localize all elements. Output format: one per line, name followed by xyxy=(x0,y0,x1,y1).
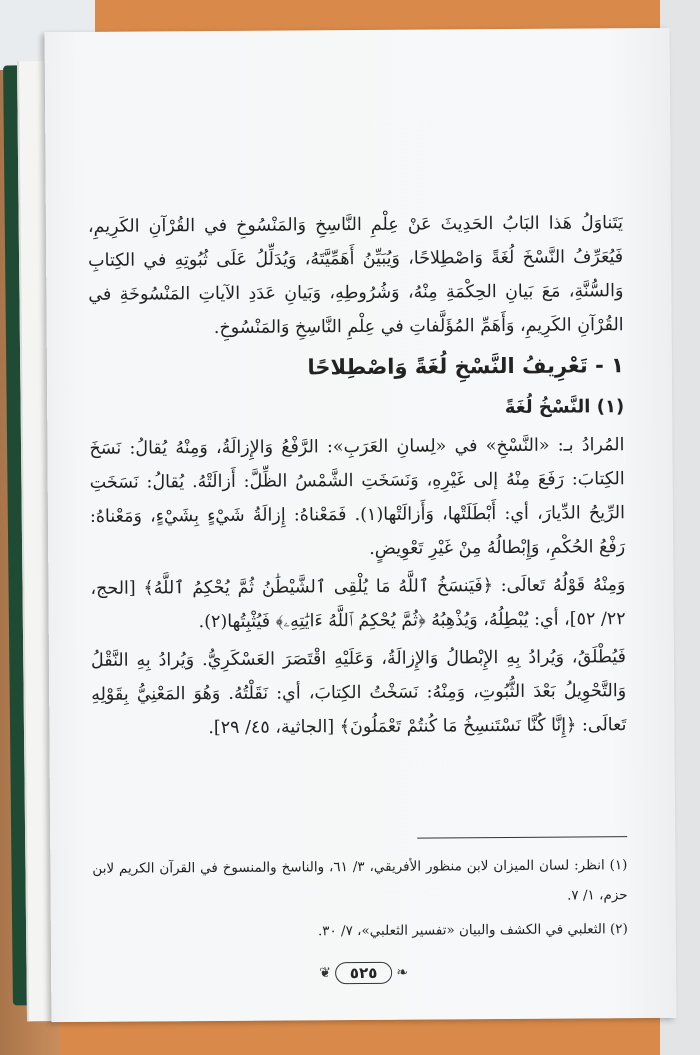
definition-paragraph: المُرادُ بـ: «النَّسْخِ» في «لِسانِ العَرَبِ»: الرَّفْعُ وَالإِزالَةُ، وَمِنْهُ يُقالُ: نَسَخَ الكِتابَ: رَفَعَ مِنْهُ إلى غَيْرِهِ، وَنَسَخَتِ الشَّمْسُ الظِّلَّ: أَزالَتْهُ. يُقالُ: نَسَخَتِ الرِّيحُ الدِّيارَ، أي: أَبْطَلَتْها، وَأَزالَتْها(١). فَمَعْناهُ: إِزالَةُ شَيْءٍ بِشَيْءٍ، وَمَعْناهُ: رَفْعُ الحُكْمِ، وَإِبْطالُهُ مِنْ غَيْرِ تَعْوِيضٍ. xyxy=(89,435,626,559)
quran-example-paragraph: وَمِنْهُ قَوْلُهُ تَعالَى: ﴿فَيَنسَخُ ٱللَّهُ مَا يُلْقِى ٱلشَّيْطَٰنُ ثُمَّ يُحْكِمُ ٱللَّهُ﴾ [الحج، ٢٢/ ٥٢]، أي: يُبْطِلُهُ، وَيُذْهِبُهُ ﴿ثُمَّ يُحْكِمُ ٱللَّهُ ءَايَٰتِهِۦ﴾ فَيُثْبِتُها(٢). xyxy=(90,575,626,633)
ornament-right-icon: ❧ xyxy=(396,964,409,981)
footnotes xyxy=(92,850,628,952)
footnote-1: (١) انظر: لسان الميزان لابن منظور الأفريقي، ٣/ ٦١، والناسخ والمنسوخ في القرآن الكريم لابن حزم، ١/ ٧. xyxy=(92,857,628,904)
subsection-heading: (١) النَّسْخُ لُغَةً xyxy=(504,396,625,418)
meaning-paragraph: فَيُطْلَقُ، وَيُرادُ بِهِ الإِبْطالُ وَالإِزالَةُ، وَعَلَيْهِ اقْتَصَرَ العَسْكَرِيُّ. وَيُرادُ بِهِ النَّقْلُ وَالتَّحْوِيلُ بَعْدَ الثُّبُوتِ، وَمِنْهُ: نَسَخْتُ الكِتابَ، أي: نَقَلْتُهُ. وَهُوَ المَعْنِيُّ بِقَوْلِهِ تَعالَى: ﴿إِنَّا كُنَّا نَسْتَنسِخُ مَا كُنتُمْ تَعْمَلُونَ﴾ [الجاثية، ٤٥/ ٢٩]. xyxy=(90,647,627,739)
footnote-2: (٢) الثعلبي في الكشف والبيان «تفسير الثعلبي»، ٧/ ٣٠. xyxy=(317,921,628,940)
page-number-block xyxy=(51,960,676,986)
page-number: ٥٢٥ xyxy=(335,962,393,984)
book-page xyxy=(45,28,677,1022)
footnote-divider xyxy=(417,836,627,838)
ornament-left-icon: ❦ xyxy=(319,965,331,982)
section-heading: ١ - تَعْرِيفُ النَّسْخِ لُغَةً وَاصْطِلاحًا xyxy=(307,353,624,380)
page-body xyxy=(88,206,627,750)
intro-paragraph: يَتَناوَلُ هَذا البَابُ الحَدِيثَ عَنْ عِلْمِ النَّاسِخِ وَالمَنْسُوخِ في القُرْآنِ الكَرِيمِ، فَيُعَرِّفُ النَّسْخَ لُغَةً وَاصْطِلاحًا، وَيُبَيِّنُ أَهَمِّيَّتَهُ، وَيُدَلِّلُ عَلَى ثُبُوتِهِ في الكِتابِ وَالسُّنَّةِ، مَعَ بَيانِ الحِكْمَةِ مِنْهُ، وَشُرُوطِهِ، وَبَيانِ عَدَدِ الآياتِ المَنْسُوخَةِ في القُرْآنِ الكَرِيمِ، وَأَهَمِّ المُؤَلَّفاتِ في عِلْمِ النَّاسِخِ وَالمَنْسُوخِ. xyxy=(87,213,624,339)
